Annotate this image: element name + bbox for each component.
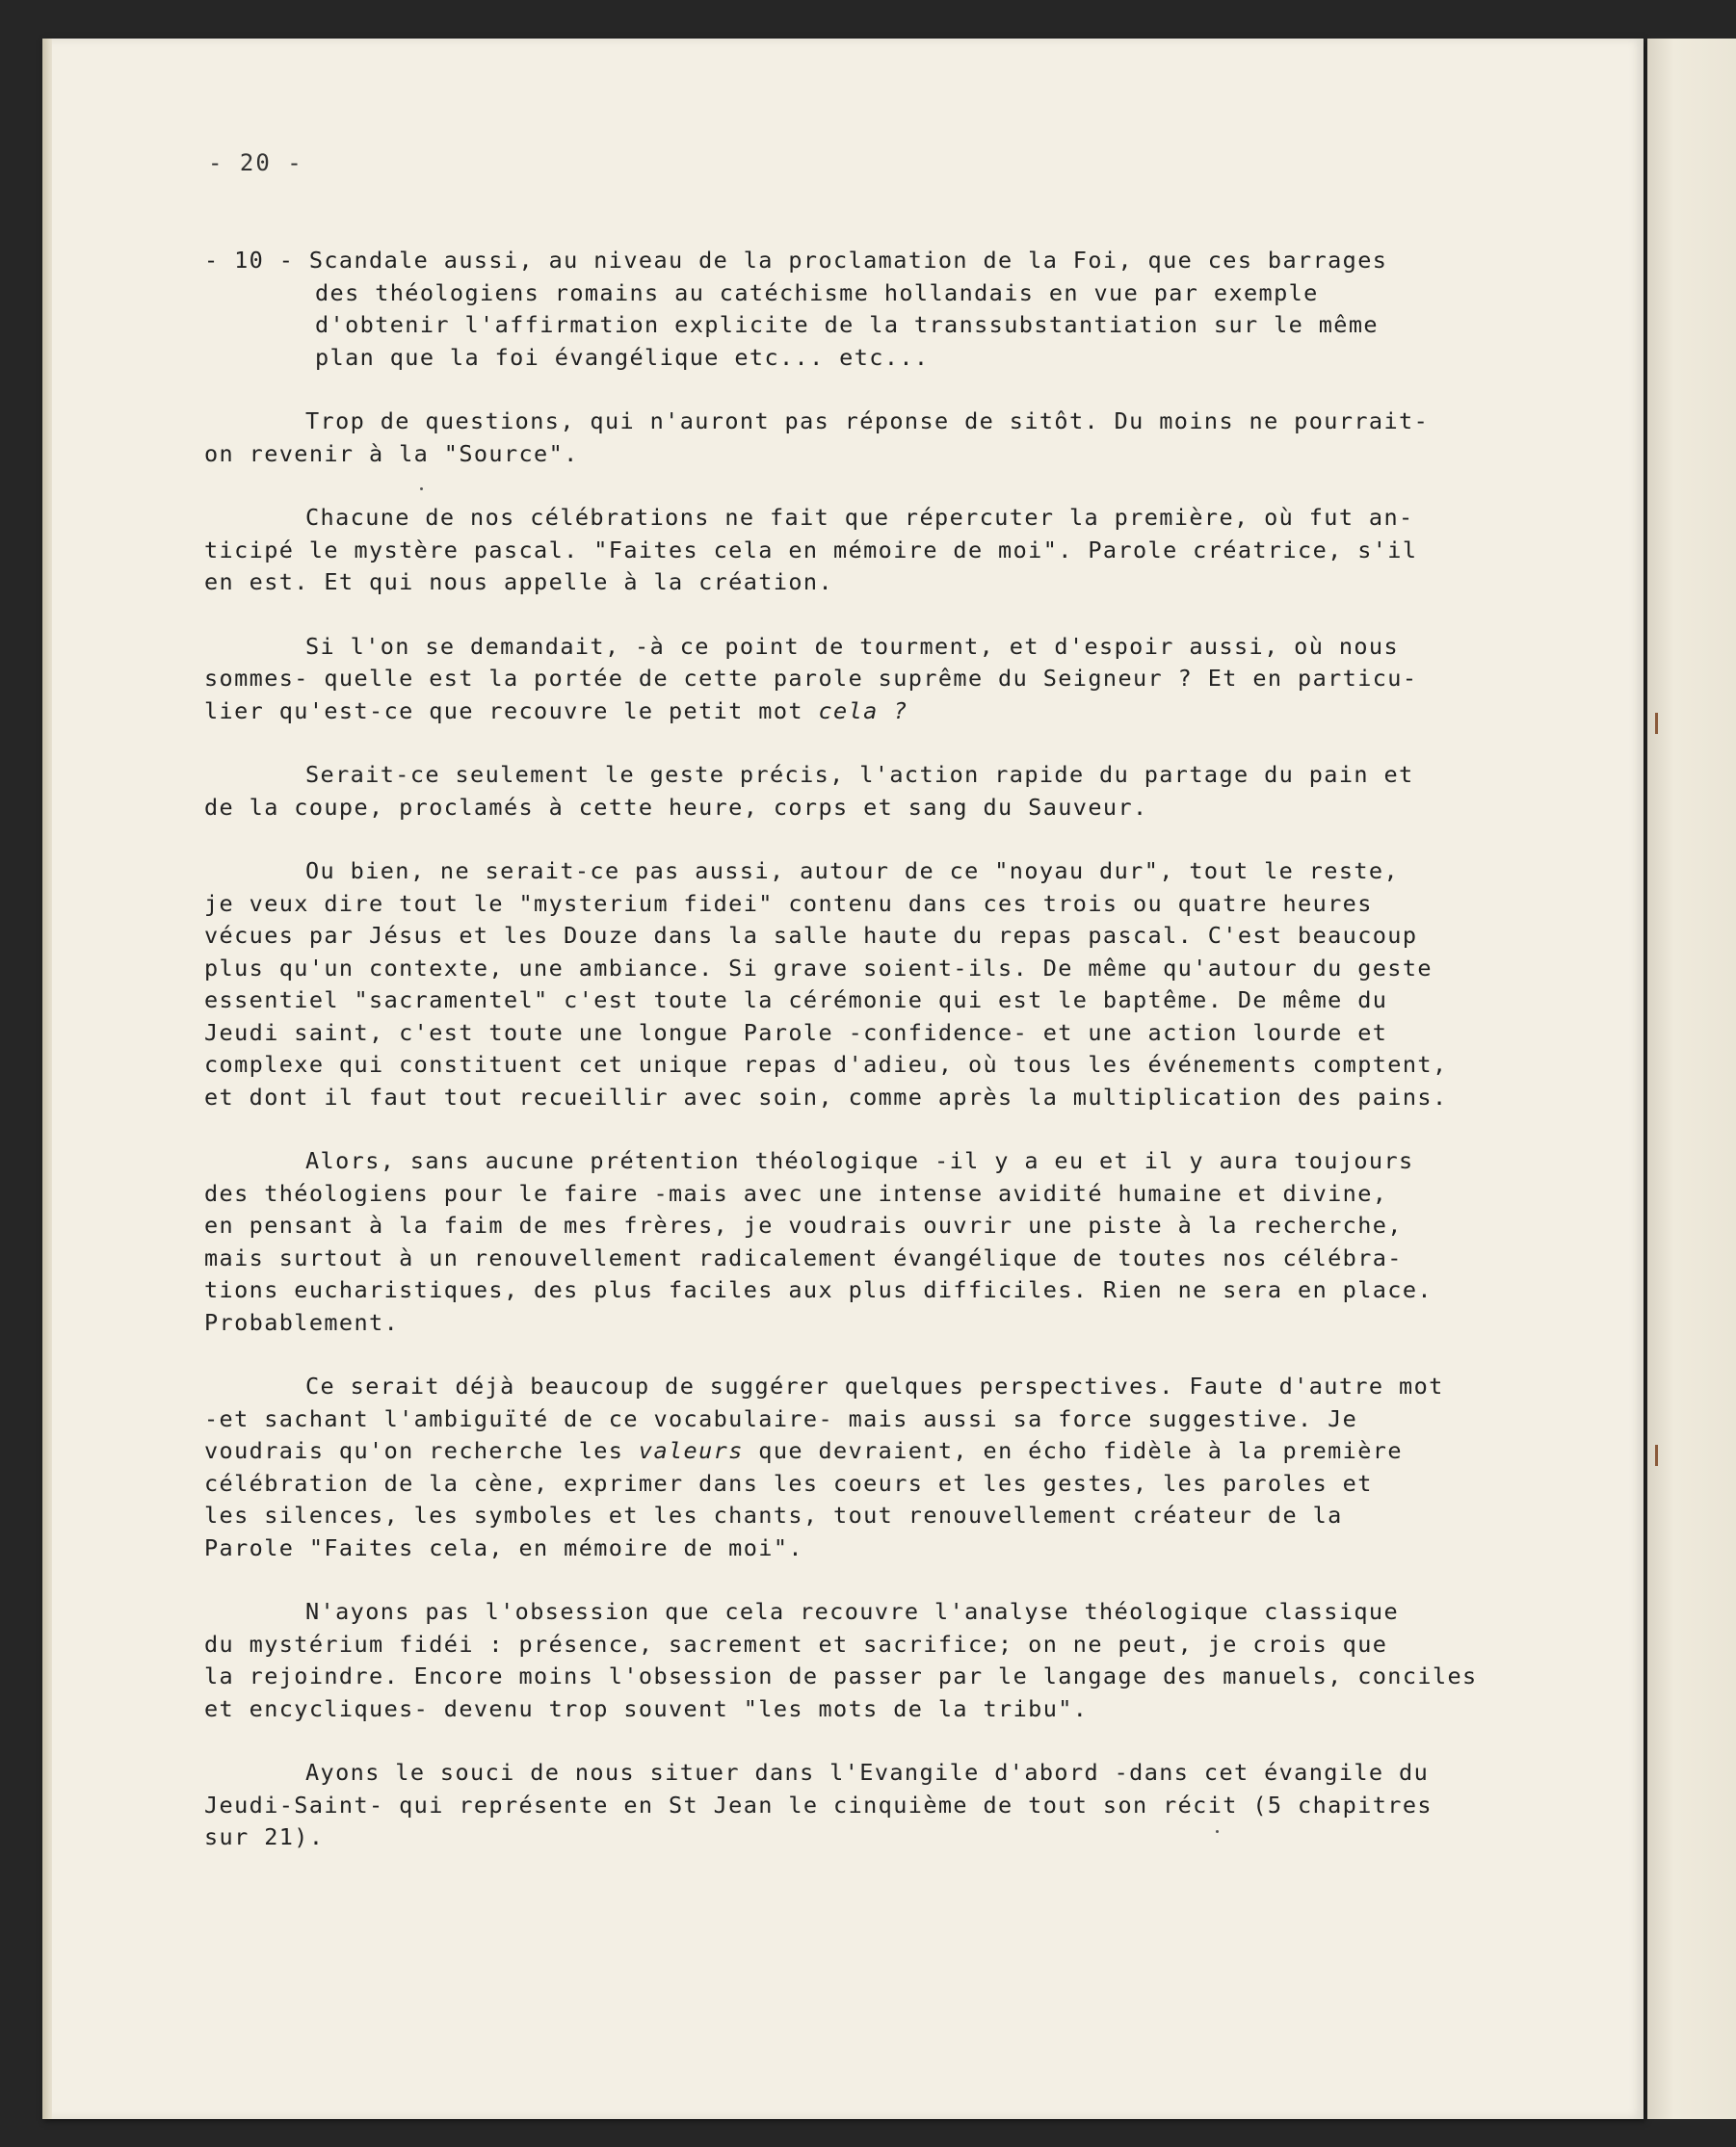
text-line: en pensant à la faim de mes frères, je voudrais ouvrir une piste à la recherche, bbox=[204, 1212, 1403, 1239]
text-line: tions eucharistiques, des plus faciles aux plus difficiles. Rien ne sera en place. bbox=[204, 1276, 1433, 1303]
text-segment: que devraient, en écho fidèle à la première bbox=[743, 1437, 1403, 1464]
text-line: sur 21). bbox=[204, 1823, 325, 1850]
text-line bbox=[204, 695, 1478, 728]
paragraph-si bbox=[204, 631, 1478, 728]
paragraph-nayons bbox=[204, 1596, 1478, 1725]
text-line: complexe qui constituent cet unique repas d'adieu, où tous les événements comptent, bbox=[204, 1051, 1448, 1078]
text-line: essentiel "sacramentel" c'est toute la cérémonie qui est le baptême. De même du bbox=[204, 986, 1388, 1013]
paragraph-10 bbox=[204, 245, 1478, 374]
text-line: Jeudi-Saint- qui représente en St Jean le cinquième de tout son récit (5 chapitres bbox=[204, 1791, 1433, 1819]
page-edge bbox=[42, 39, 52, 2119]
text-line: ticipé le mystère pascal. "Faites cela en mémoire de moi". Parole créatrice, s'il bbox=[204, 536, 1418, 563]
text-line: Parole "Faites cela, en mémoire de moi". bbox=[204, 1533, 803, 1561]
text-line: on revenir à la "Source". bbox=[204, 439, 579, 467]
text-line: la rejoindre. Encore moins l'obsession de passer par le langage des manuels, conciles bbox=[204, 1663, 1478, 1689]
paragraph-ayons bbox=[204, 1757, 1478, 1854]
text-line: Trop de questions, qui n'auront pas réponse de sitôt. Du moins ne pourrait- bbox=[305, 407, 1430, 434]
text-line: des théologiens pour le faire -mais avec une intense avidité humaine et divine, bbox=[204, 1179, 1388, 1207]
text-segment: lier qu'est-ce que recouvre le petit mot bbox=[204, 696, 819, 724]
text-line: mais surtout à un renouvellement radicalement évangélique de toutes nos célébra- bbox=[204, 1244, 1403, 1271]
text-line: du mystérium fidéi : présence, sacrement et sacrifice; on ne peut, je crois que bbox=[204, 1630, 1388, 1658]
text-line: je veux dire tout le "mysterium fidei" contenu dans ces trois ou quatre heures bbox=[204, 889, 1373, 917]
italic-word: cela ? bbox=[818, 696, 908, 724]
italic-word: valeurs bbox=[638, 1437, 744, 1464]
text-line bbox=[204, 1435, 1478, 1468]
text-line: Jeudi saint, c'est toute une longue Parole -confidence- et une action lourde et bbox=[204, 1018, 1388, 1046]
page-number: - 20 - bbox=[208, 149, 303, 176]
text-line: de la coupe, proclamés à cette heure, corps et sang du Sauveur. bbox=[204, 793, 1148, 821]
text-line: des théologiens romains au catéchisme hollandais en vue par exemple bbox=[315, 278, 1319, 306]
paragraph-trop bbox=[204, 406, 1478, 470]
text-line: Ou bien, ne serait-ce pas aussi, autour de ce "noyau dur", tout le reste, bbox=[305, 857, 1400, 884]
text-line: Chacune de nos célébrations ne fait que répercuter la première, où fut an- bbox=[305, 504, 1414, 531]
text-line: Alors, sans aucune prétention théologique -il y a eu et il y aura toujours bbox=[305, 1147, 1414, 1174]
text-line: - 10 - Scandale aussi, au niveau de la proclamation de la Foi, que ces barrages bbox=[204, 247, 1388, 274]
text-line: célébration de la cène, exprimer dans les coeurs et les gestes, les paroles et bbox=[204, 1469, 1373, 1497]
text-line: plus qu'un contexte, une ambiance. Si grave soient-ils. De même qu'autour du geste bbox=[204, 954, 1433, 982]
text-line: vécues par Jésus et les Douze dans la salle haute du repas pascal. C'est beaucoup bbox=[204, 922, 1418, 949]
paragraph-ce-serait bbox=[204, 1371, 1478, 1564]
document-body bbox=[204, 245, 1478, 1854]
paper-speck bbox=[1216, 1830, 1219, 1833]
text-segment: voudrais qu'on recherche les bbox=[204, 1437, 639, 1464]
text-line: en est. Et qui nous appelle à la création. bbox=[204, 568, 834, 595]
paragraph-chacune bbox=[204, 502, 1478, 599]
text-line: Serait-ce seulement le geste précis, l'action rapide du partage du pain et bbox=[305, 761, 1414, 788]
paragraph-serait bbox=[204, 759, 1478, 824]
text-line: Ayons le souci de nous situer dans l'Evangile d'abord -dans cet évangile du bbox=[305, 1759, 1430, 1786]
text-line: N'ayons pas l'obsession que cela recouvre l'analyse théologique classique bbox=[305, 1598, 1400, 1625]
text-line: et dont il faut tout recueillir avec soin, comme après la multiplication des pains. bbox=[204, 1083, 1448, 1111]
paper-speck bbox=[420, 487, 423, 490]
text-line: -et sachant l'ambiguïté de ce vocabulaire- mais aussi sa force suggestive. Je bbox=[204, 1404, 1358, 1432]
text-line: les silences, les symboles et les chants, tout renouvellement créateur de la bbox=[204, 1502, 1343, 1529]
text-line: Si l'on se demandait, -à ce point de tourment, et d'espoir aussi, où nous bbox=[305, 632, 1400, 660]
page-mark bbox=[1655, 713, 1658, 734]
text-line: plan que la foi évangélique etc... etc... bbox=[315, 343, 930, 371]
paragraph-ou-bien bbox=[204, 855, 1478, 1113]
text-line: et encycliques- devenu trop souvent "les mots de la tribu". bbox=[204, 1694, 1089, 1722]
text-line: sommes- quelle est la portée de cette parole suprême du Seigneur ? Et en particu- bbox=[204, 665, 1418, 692]
facing-page-edge bbox=[1647, 39, 1736, 2119]
text-line: Ce serait déjà beaucoup de suggérer quelques perspectives. Faute d'autre mot bbox=[305, 1373, 1444, 1400]
page-mark bbox=[1655, 1445, 1658, 1466]
paragraph-alors bbox=[204, 1145, 1478, 1339]
text-line: d'obtenir l'affirmation explicite de la transsubstantiation sur le même bbox=[315, 311, 1379, 338]
text-line: Probablement. bbox=[204, 1308, 400, 1336]
